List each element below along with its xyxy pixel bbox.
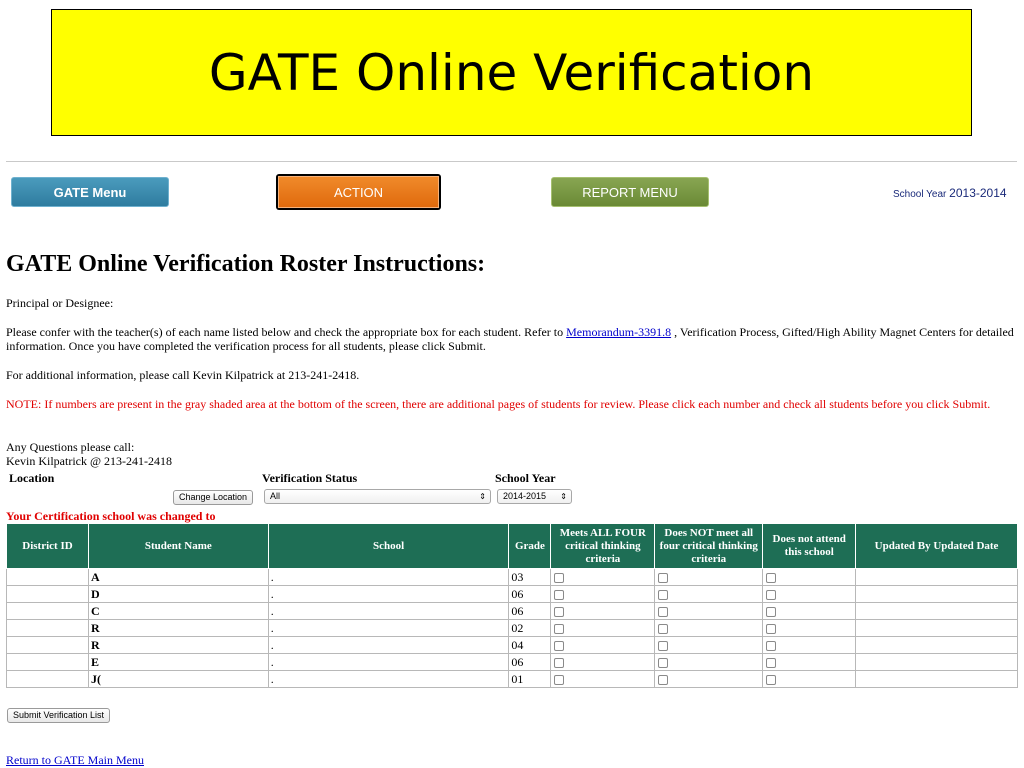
school-cell: . (268, 586, 509, 603)
not-attend-checkbox[interactable] (766, 641, 776, 651)
not-attend-checkbox[interactable] (766, 573, 776, 583)
not-meet-criteria-cell (655, 654, 763, 671)
roster-table (6, 523, 1018, 688)
school-cell: . (268, 654, 509, 671)
not-meet-criteria-checkbox[interactable] (658, 607, 668, 617)
table-row (7, 586, 1018, 603)
verification-status-label: Verification Status (262, 471, 358, 485)
slide-title: GATE Online Verification (208, 43, 815, 102)
page-heading: GATE Online Verification Roster Instructions: (6, 251, 486, 277)
not-attend-cell (763, 586, 856, 603)
school-year-filter-label: School Year (495, 471, 556, 485)
not-meet-criteria-checkbox[interactable] (658, 641, 668, 651)
school-cell: . (268, 620, 509, 637)
school-year-value: 2013-2014 (949, 186, 1007, 200)
not-meet-criteria-cell (655, 671, 763, 688)
table-row (7, 569, 1018, 586)
district-id-cell (7, 620, 89, 637)
verification-status-select[interactable] (264, 489, 491, 504)
not-meet-criteria-checkbox[interactable] (658, 590, 668, 600)
grade-cell: 06 (509, 654, 551, 671)
instruction-contact: For additional information, please call Kevin Kilpatrick at 213-241-2418. (6, 368, 360, 382)
header-district-id: District ID (7, 524, 89, 569)
meets-criteria-cell (551, 671, 655, 688)
not-attend-cell (763, 603, 856, 620)
not-attend-checkbox[interactable] (766, 675, 776, 685)
not-meet-criteria-checkbox[interactable] (658, 624, 668, 634)
return-to-main-menu-link[interactable]: Return to GATE Main Menu (6, 753, 144, 767)
updated-by-cell (856, 637, 1018, 654)
submit-verification-button[interactable]: Submit Verification List (7, 708, 110, 723)
updated-by-cell (856, 620, 1018, 637)
not-meet-criteria-cell (655, 637, 763, 654)
meets-criteria-cell (551, 620, 655, 637)
grade-cell: 03 (509, 569, 551, 586)
header-meets-criteria: Meets ALL FOUR critical thinking criteria (551, 524, 655, 569)
header-not-meet-criteria: Does NOT meet all four critical thinking criteria (655, 524, 763, 569)
meets-criteria-cell (551, 569, 655, 586)
updated-by-cell (856, 654, 1018, 671)
school-year-label: School Year (893, 189, 947, 200)
not-meet-criteria-cell (655, 586, 763, 603)
student-name-cell: C (88, 603, 268, 620)
not-meet-criteria-cell (655, 620, 763, 637)
meets-criteria-cell (551, 654, 655, 671)
questions-line-1: Any Questions please call: (6, 440, 135, 454)
meets-criteria-checkbox[interactable] (554, 590, 564, 600)
select-arrows-icon: ⇕ (560, 492, 567, 501)
table-header-row (7, 524, 1018, 569)
not-meet-criteria-checkbox[interactable] (658, 675, 668, 685)
instruction-body (6, 325, 1022, 353)
school-cell: . (268, 603, 509, 620)
meets-criteria-checkbox[interactable] (554, 573, 564, 583)
district-id-cell (7, 637, 89, 654)
updated-by-cell (856, 569, 1018, 586)
school-cell: . (268, 671, 509, 688)
updated-by-cell (856, 586, 1018, 603)
student-name-cell: A (88, 569, 268, 586)
not-attend-checkbox[interactable] (766, 590, 776, 600)
action-button-label: ACTION (278, 176, 439, 208)
meets-criteria-checkbox[interactable] (554, 658, 564, 668)
table-row (7, 671, 1018, 688)
certification-changed-message: Your Certification school was changed to (6, 509, 216, 523)
grade-cell: 01 (509, 671, 551, 688)
header-grade: Grade (509, 524, 551, 569)
instruction-body-before: Please confer with the teacher(s) of each name listed below and check the appropriate box for each student. Refer to (6, 325, 567, 339)
questions-line-2: Kevin Kilpatrick @ 213-241-2418 (6, 454, 173, 468)
not-attend-cell (763, 620, 856, 637)
instruction-greeting: Principal or Designee: (6, 296, 114, 310)
student-name-cell: J( (88, 671, 268, 688)
select-arrows-icon: ⇕ (479, 492, 486, 501)
meets-criteria-checkbox[interactable] (554, 607, 564, 617)
not-attend-cell (763, 671, 856, 688)
not-meet-criteria-checkbox[interactable] (658, 658, 668, 668)
student-name-cell: D (88, 586, 268, 603)
slide-title-banner (51, 9, 972, 136)
student-name-cell: R (88, 620, 268, 637)
school-cell: . (268, 637, 509, 654)
header-updated-by: Updated By Updated Date (856, 524, 1018, 569)
table-row (7, 637, 1018, 654)
memorandum-link[interactable]: Memorandum-3391.8 (566, 325, 672, 339)
questions-contact (6, 440, 1022, 468)
action-button[interactable] (276, 174, 441, 210)
meets-criteria-checkbox[interactable] (554, 675, 564, 685)
not-attend-cell (763, 654, 856, 671)
grade-cell: 06 (509, 586, 551, 603)
gate-menu-button[interactable]: GATE Menu (11, 177, 169, 207)
not-meet-criteria-cell (655, 603, 763, 620)
student-name-cell: E (88, 654, 268, 671)
table-row (7, 620, 1018, 637)
divider (6, 161, 1017, 162)
not-attend-checkbox[interactable] (766, 658, 776, 668)
verification-status-value: All (270, 491, 281, 501)
meets-criteria-cell (551, 586, 655, 603)
location-label: Location (9, 471, 55, 485)
district-id-cell (7, 654, 89, 671)
instruction-body-after: , Verification Process, Gifted/High Ability Magnet Centers for detailed information. Once you have completed the verification process for all students, please click Submit. (6, 325, 1014, 353)
meets-criteria-cell (551, 603, 655, 620)
not-attend-checkbox[interactable] (766, 607, 776, 617)
grade-cell: 04 (509, 637, 551, 654)
school-year-select[interactable] (497, 489, 572, 504)
district-id-cell (7, 603, 89, 620)
school-year-display (893, 186, 1007, 200)
not-meet-criteria-cell (655, 569, 763, 586)
meets-criteria-checkbox[interactable] (554, 641, 564, 651)
table-row (7, 603, 1018, 620)
district-id-cell (7, 569, 89, 586)
grade-cell: 06 (509, 603, 551, 620)
updated-by-cell (856, 671, 1018, 688)
grade-cell: 02 (509, 620, 551, 637)
not-meet-criteria-checkbox[interactable] (658, 573, 668, 583)
not-attend-checkbox[interactable] (766, 624, 776, 634)
header-not-attend: Does not attend this school (763, 524, 856, 569)
meets-criteria-checkbox[interactable] (554, 624, 564, 634)
instruction-note: NOTE: If numbers are present in the gray shaded area at the bottom of the screen, there are additional pages of students for review. Please click each number and check all students before you click Submit. (6, 397, 991, 411)
table-row (7, 654, 1018, 671)
not-attend-cell (763, 569, 856, 586)
school-cell: . (268, 569, 509, 586)
school-year-select-value: 2014-2015 (503, 491, 547, 501)
district-id-cell (7, 671, 89, 688)
meets-criteria-cell (551, 637, 655, 654)
report-menu-button[interactable]: REPORT MENU (551, 177, 709, 207)
not-attend-cell (763, 637, 856, 654)
header-school: School (268, 524, 509, 569)
header-student-name: Student Name (88, 524, 268, 569)
change-location-button[interactable]: Change Location (173, 490, 253, 505)
updated-by-cell (856, 603, 1018, 620)
district-id-cell (7, 586, 89, 603)
student-name-cell: R (88, 637, 268, 654)
